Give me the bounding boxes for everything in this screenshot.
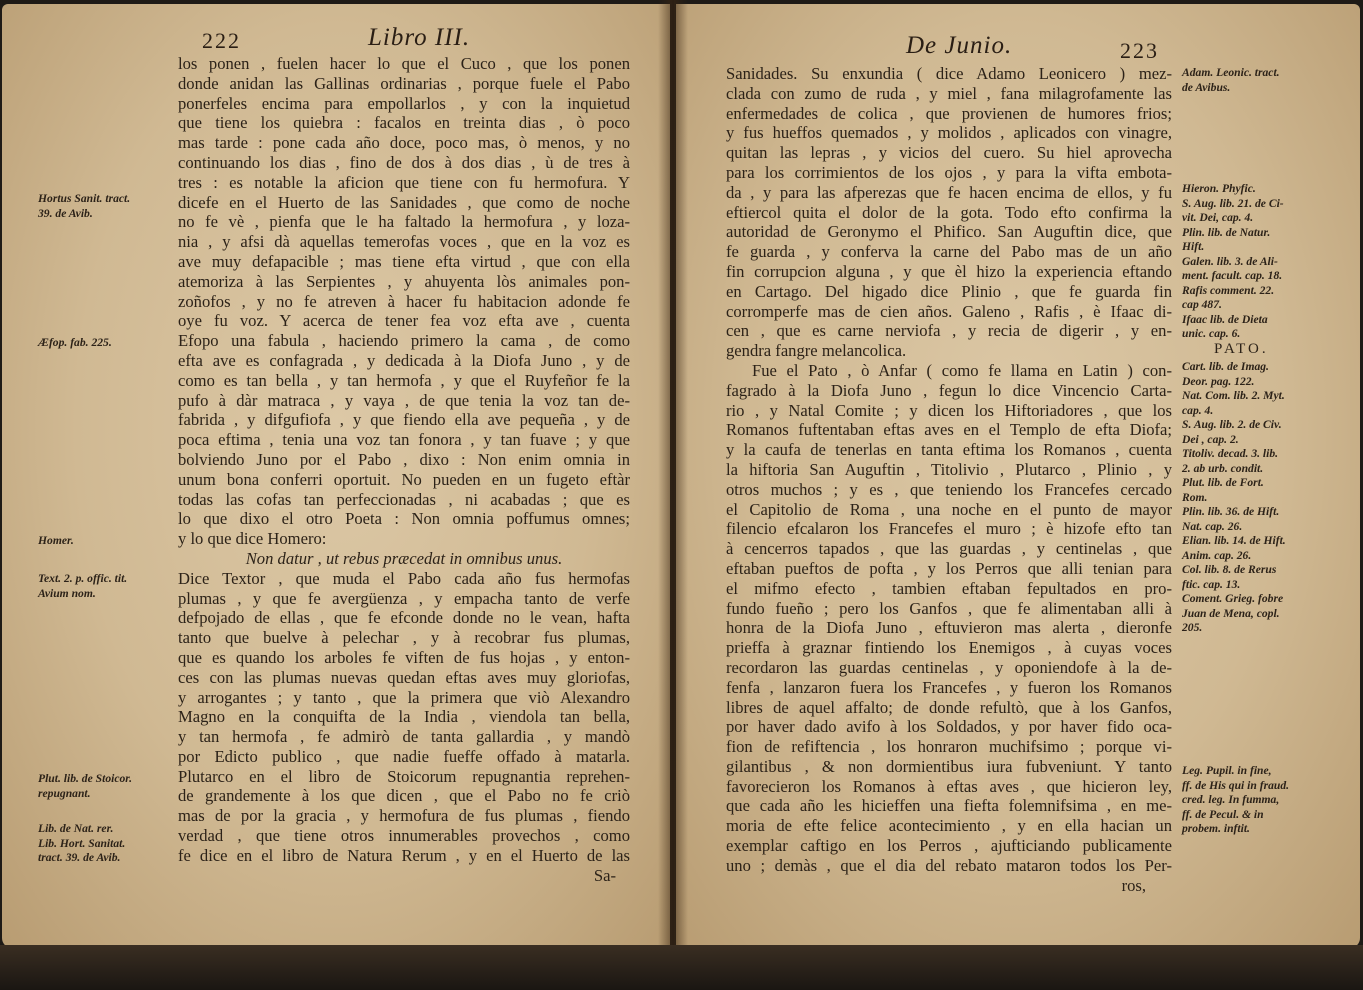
right-page-number: 223	[1120, 38, 1159, 63]
text-line: continuando los dias , fino de dos à dos dias , ù de tres à	[178, 152, 630, 172]
text-line: tanto que buelve à pelechar , y à recobrar fus plumas,	[178, 628, 630, 648]
margin-note: Hortus Sanit. tract. 39. de Avib.	[38, 192, 131, 220]
text-line: ave muy defapacible ; mas tiene efta virtud , que con ella	[178, 251, 630, 271]
margin-note: Leg. Pupil. in fine, ff. de His qui in fraud. cred. leg. In fumma, ff. de Pecul. & in probem. inftit.	[1182, 764, 1290, 835]
text-line: para los corrimientos de los ojos , y para la vifta embota-	[726, 162, 1172, 182]
text-line: favorecieron los Romanos à eftas aves , que hicieron ley,	[726, 776, 1172, 796]
text-line: la hiftoria San Auguftin , Titolivio , Plutarco , Plinio , y	[726, 459, 1172, 479]
text-line: Romanos fuftentaban eftas aves en el Templo de efta Diofa;	[726, 420, 1172, 440]
text-line: eftaban pueftos de pofta , y los Perros que alli tenian para	[726, 558, 1172, 578]
text-line: Sanidades. Su enxundia ( dice Adamo Leonicero ) mez-	[726, 64, 1172, 83]
left-running-head: Libro III.	[368, 24, 471, 51]
left-page	[2, 4, 670, 948]
text-line: exemplar caftigo en los Perros , ajufticiando publicamente	[726, 836, 1172, 856]
text-line: corromperfe mas de cien años. Galeno , Rafis , è Ifaac di-	[726, 301, 1172, 321]
text-line: autoridad de Geronymo el Phifico. San Auguftin dice, que	[726, 222, 1172, 242]
text-line: mas de por la gracia , y hermofura de fus plumas , fiendo	[178, 806, 630, 826]
text-line: fe dice en el libro de Natura Rerum , y en el Huerto de las	[178, 845, 630, 865]
text-line: defpojado de ellas , que fe efconde donde no le vean, hafta	[178, 608, 630, 628]
text-line: y la caufa de tenerlas en tanta eftima los Romanos , cuenta	[726, 440, 1172, 460]
text-line: rio , y Natal Comite ; y dicen los Hiftoriadores , que los	[726, 400, 1172, 420]
text-line: fundo fueño ; pero los Ganfos , que fe alimentaban alli à	[726, 598, 1172, 618]
text-line: enfermedades de colica , que provienen de humores frios;	[726, 103, 1172, 123]
text-line: y fus hueffos quemados , y molidos , aplicados con vinagre,	[726, 123, 1172, 143]
text-line: que es quando los arboles fe viften de fus hojas , y enton-	[178, 647, 630, 667]
margin-note: Homer.	[38, 534, 74, 547]
text-line: zoñofos , y no fe atreven à hacer fu habitacion adonde fe	[178, 291, 630, 311]
margin-note: Hieron. Phyfic. S. Aug. lib. 21. de Ci- vit. Dei, cap. 4. Plin. lib. de Natur. Hift. Galen. lib. 3. de Ali- ment. facult. cap. 18. Rafis comment. 22. cap 487. Ifaac lib. de Dieta unic. cap. 6.	[1182, 182, 1284, 340]
book-gutter	[658, 0, 688, 950]
text-line: ponerfeles encima para empollarlos , y con la inquietud	[178, 93, 630, 113]
text-line: uno ; demàs , que el dia del rebato mataron todos los Per-	[726, 855, 1172, 875]
text-line: por Edicto publico , que nadie fueffe offado à matarla.	[178, 746, 630, 766]
text-line: nia , y afsi dà aquellas temerofas voces , que en la voz es	[178, 232, 630, 252]
right-running-head: De Junio.	[906, 32, 1013, 59]
text-line: filencio efcalaron los Francefes el muro ; è hizofe efto tan	[726, 519, 1172, 539]
text-line: el mifmo efecto , tambien eftaban fepultados en pro-	[726, 578, 1172, 598]
text-line: unum bona conferri oportuit. No pueden en un fugeto eftàr	[178, 469, 630, 489]
text-line: cen , que es carne nerviofa , y recia de digerir , y en-	[726, 321, 1172, 341]
text-line: y arrogantes ; y tanto , que la primera que viò Alexandro	[178, 687, 630, 707]
text-line: no fe vè , pienfa que le ha faltado la hermofura , y loza-	[178, 212, 630, 232]
text-line: todas las cofas tan perfeccionadas , ni acabadas ; que es	[178, 489, 630, 509]
text-line: fion de refiftencia , los honraron muchifsimo ; porque vi-	[726, 737, 1172, 757]
text-line: fabrida , y difgufiofa , y que fiendo ella ave pequeña , y de	[178, 410, 630, 430]
margin-heading: PATO.	[1214, 341, 1269, 357]
text-line: otros muchos ; y es , que teniendo los Francefes cercado	[726, 479, 1172, 499]
text-line: efta ave es confagrada , y dedicada à la Diofa Juno , y de	[178, 350, 630, 370]
page-edges	[0, 945, 1363, 990]
text-line: gilantibus , & non dormientibus iura fubveniunt. Y tanto	[726, 756, 1172, 776]
text-line: gendra fangre melancolica.	[726, 341, 907, 361]
text-line: honra de la Diofa Juno , eftuvieron mas alerta , dieronfe	[726, 618, 1172, 638]
verse-line: Non datur , ut rebus præcedat in omnibus unus.	[245, 548, 563, 568]
text-line: mas tarde : pone cada año doce, poco mas, ò menos, y no	[178, 133, 630, 153]
catchword: ros,	[1121, 875, 1146, 895]
margin-note: Cart. lib. de Imag. Deor. pag. 122. Nat. Com. lib. 2. Myt. cap. 4. S. Aug. lib. 2. de Civ. Dei , cap. 2. Titoliv. decad. 3. lib. 2. ab urb. condit. Plut. lib. de Fort. Rom. Plin. lib. 36. de Hift. Nat. cap. 26. Elian. lib. 14. de Hift. Anim. cap. 26. Col. lib. 8. de Rerus ftic. cap. 13. Coment. Grieg. fobre Juan de Mena, copl. 205.	[1182, 360, 1286, 634]
margin-note: Adam. Leonic. tract. de Avibus.	[1182, 66, 1280, 94]
text-line: Plutarco en el libro de Stoicorum repugnantia reprehen-	[178, 766, 630, 786]
text-line: en Cartago. Del higado dice Plinio , que fe guarda fin	[726, 281, 1172, 301]
text-line: y lo que dice Homero:	[178, 529, 327, 549]
text-line: moria de efte felice acontecimiento , y en ella hacian un	[726, 816, 1172, 836]
text-line: fagrado à la Diofa Juno , fegun lo dice Vincencio Carta-	[726, 380, 1172, 400]
text-line: prieffa à graznar fintiendo los Enemigos , à cuyas voces	[726, 638, 1172, 658]
text-line: clada con zumo de ruda , y miel , fana milagrofamente las	[726, 83, 1172, 103]
text-line: el Capitolio de Roma , una noche en el punto de mayor	[726, 499, 1172, 519]
text-line: fenfa , lanzaron fuera los Francefes , y fueron los Romanos	[726, 677, 1172, 697]
text-line: fin corrupcion alguna , y que èl hizo la experiencia eftando	[726, 261, 1172, 281]
text-line: atemoriza à las Serpientes , y ahuyenta lòs animales pon-	[178, 271, 630, 291]
margin-note: Æfop. fab. 225.	[38, 336, 112, 349]
text-line: poca eftima , tenia una voz tan fonora , y tan fuave ; y que	[178, 430, 630, 450]
text-line: da , y para las afperezas que fe hacen encima de ellos, y fu	[726, 182, 1172, 202]
text-line: bolviendo Juno por el Pabo , dixo : Non enim omnia in	[178, 449, 630, 469]
right-body-text	[726, 64, 1172, 895]
margin-note: Text. 2. p. offic. tit. Avium nom.	[38, 572, 128, 600]
text-line: Fue el Pato , ò Anfar ( como fe llama en Latin ) con-	[752, 360, 1172, 380]
catchword: Sa-	[593, 865, 616, 885]
text-line: fe guarda , y conferva la carne del Pabo mas de un año	[726, 242, 1172, 262]
text-line: lo que dixo el otro Poeta : Non omnia poffumus omnes;	[178, 509, 630, 529]
text-line: Magno en la conquifta de la India , viendola tan bella,	[178, 707, 630, 727]
text-line: Efopo una fabula , haciendo primero la cama , de como	[178, 331, 630, 351]
text-line: de grandemente à los que dicen , que el Pabo no fe criò	[178, 786, 630, 806]
text-line: los ponen , fuelen hacer lo que el Cuco , que los ponen	[178, 54, 630, 73]
text-line: donde anidan las Gallinas ordinarias , porque fuele el Pabo	[178, 73, 630, 93]
left-body-text	[178, 54, 630, 885]
text-line: pufo à dàr matraca , y vaya , de que tenia la voz tan de-	[178, 390, 630, 410]
text-line: à cencerros tapados , que las guardas , y centinelas , que	[726, 539, 1172, 559]
text-line: tres : es notable la aficion que tiene con fu hermofura. Y	[178, 172, 630, 192]
text-line: y tan hermofa , fe admirò de tanta gallardia , y mandò	[178, 727, 630, 747]
text-line: recordaron las guardas centinelas , y oponiendofe à la de-	[726, 657, 1172, 677]
text-line: plumas , y que fe avergüenza , y empacha tanto de verfe	[178, 588, 630, 608]
text-line: verdad , que tiene otros innumerables provechos , como	[178, 826, 630, 846]
margin-note: Plut. lib. de Stoicor. repugnant.	[38, 772, 133, 800]
left-page-number: 222	[202, 28, 241, 53]
text-line: dicefe en el Huerto de las Sanidades , que como de noche	[178, 192, 630, 212]
right-page	[676, 4, 1360, 948]
text-line: quitan las lepras , y vicios del cuero. Su hiel aprovecha	[726, 143, 1172, 163]
margin-note: Lib. de Nat. rer. Lib. Hort. Sanitat. tract. 39. de Avib.	[38, 822, 126, 864]
text-line: que tiene los quiebra : facalos en treinta dias , ò poco	[178, 113, 630, 133]
text-line: como es tan bella , y tan hermofa , y que el Ruyfeñor fe la	[178, 370, 630, 390]
text-line: eftiercol quita el dolor de la gota. Todo efto confirma la	[726, 202, 1172, 222]
text-line: libres de aquel affalto; de donde refultò, que à los Ganfos,	[726, 697, 1172, 717]
text-line: ces con las plumas nuevas quedan eftas aves muy gloriofas,	[178, 667, 630, 687]
text-line: oye fu voz. Y acerca de tener fea voz efta ave , cuenta	[178, 311, 630, 331]
text-line: por haver dado avifo à los Soldados, y por haver fido oca-	[726, 717, 1172, 737]
text-line: Dice Textor , que muda el Pabo cada año fus hermofas	[178, 568, 630, 588]
text-line: que cada año les hicieffen una fiefta folemnifsima , en me-	[726, 796, 1172, 816]
